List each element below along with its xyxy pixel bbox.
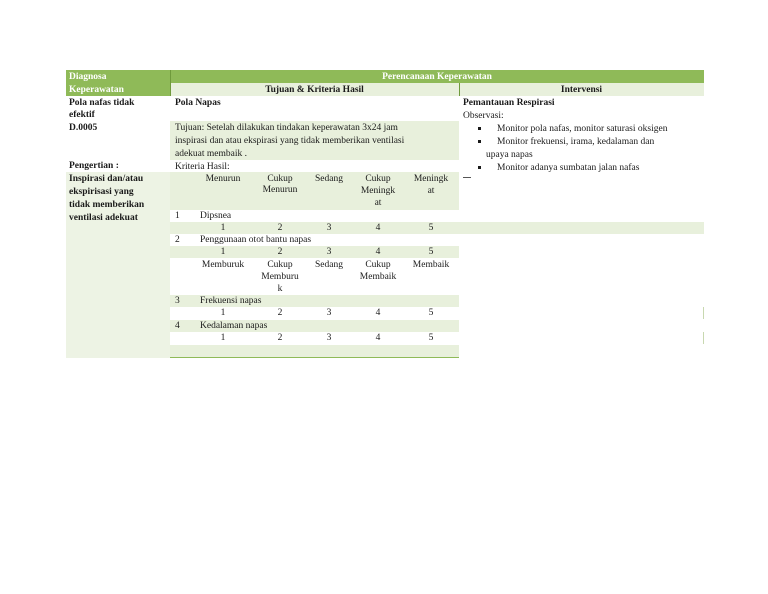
intervensi-observasi-label: Observasi: bbox=[463, 111, 504, 121]
scale-cukup-memburuk: k bbox=[277, 284, 283, 294]
header-diagnosa-line2: Keperawatan bbox=[69, 85, 124, 95]
criteria-no: 3 bbox=[175, 296, 180, 306]
table-bottom-band bbox=[170, 345, 459, 357]
intervensi-item: Monitor frekuensi, irama, kedalaman dan bbox=[497, 137, 655, 147]
right-tick bbox=[703, 307, 704, 319]
scale-cukup-meningkat: Meningk bbox=[360, 186, 396, 196]
score-value: 5 bbox=[428, 308, 434, 318]
scale-sedang: Sedang bbox=[315, 260, 343, 270]
score-value: 1 bbox=[220, 223, 226, 233]
diagnosa-definition-line: tidak memberikan bbox=[69, 200, 145, 210]
score-value: 1 bbox=[220, 333, 226, 343]
right-tick bbox=[703, 332, 704, 344]
criteria-label: Kedalaman napas bbox=[200, 321, 268, 331]
scale-cukup-memburuk: Cukup bbox=[267, 260, 293, 270]
score-value: 4 bbox=[375, 223, 381, 233]
kriteria-hasil-label: Kriteria Hasil: bbox=[175, 162, 230, 172]
intervensi-heading: Pemantauan Respirasi bbox=[463, 98, 555, 108]
score-value: 4 bbox=[375, 333, 381, 343]
criteria-label: Frekuensi napas bbox=[200, 296, 262, 306]
scale-memburuk: Memburuk bbox=[201, 260, 245, 270]
scale-cukup-meningkat: at bbox=[374, 198, 382, 208]
score-value: 2 bbox=[277, 333, 283, 343]
intervensi-item-continuation: upaya napas bbox=[486, 150, 533, 160]
header-intervensi: Intervensi bbox=[560, 85, 603, 95]
criteria-no: 1 bbox=[175, 211, 180, 221]
criteria-no: 2 bbox=[175, 235, 180, 245]
score-value: 4 bbox=[375, 308, 381, 318]
intervensi-item: Monitor pola nafas, monitor saturasi oksigen bbox=[497, 124, 668, 134]
scale-membaik: Membaik bbox=[412, 260, 450, 270]
scale-cukup-memburuk: Memburu bbox=[261, 272, 299, 282]
bullet-icon bbox=[478, 166, 481, 169]
scale-sedang: Sedang bbox=[315, 174, 343, 184]
score-value: 3 bbox=[326, 247, 332, 257]
tujuan-line: Tujuan: Setelah dilakukan tindakan keperawatan 3x24 jam bbox=[175, 123, 398, 133]
diagnosa-definition-line: ventilasi adekuat bbox=[69, 213, 138, 223]
score-value: 2 bbox=[277, 247, 283, 257]
scale-menurun: Menurun bbox=[205, 174, 241, 184]
criteria-label: Dipsnea bbox=[200, 211, 232, 221]
score-value: 5 bbox=[428, 247, 434, 257]
header-diagnosa-line1: Diagnosa bbox=[69, 72, 107, 82]
scale-cukup-menurun: Cukup bbox=[267, 174, 293, 184]
diagnosa-title-line2: efektif bbox=[69, 110, 95, 120]
header-perencanaan: Perencanaan Keperawatan bbox=[382, 72, 492, 82]
tujuan-line: adekuat membaik . bbox=[175, 149, 248, 159]
diagnosa-definition-line: Inspirasi dan/atau bbox=[69, 174, 144, 184]
tujuan-line: inspirasi dan atau ekspirasi yang tidak memberikan ventilasi bbox=[175, 136, 405, 146]
criteria-no: 4 bbox=[175, 321, 180, 331]
scale-cukup-membaik: Cukup bbox=[365, 260, 391, 270]
score-value: 3 bbox=[326, 308, 332, 318]
score-value: 2 bbox=[277, 308, 283, 318]
criteria-label: Penggunaan otot bantu napas bbox=[200, 235, 312, 245]
table-bottom-rule bbox=[170, 357, 459, 358]
intervensi-dash bbox=[463, 177, 471, 178]
bullet-icon bbox=[478, 140, 481, 143]
header-tujuan-kriteria: Tujuan & Kriteria Hasil bbox=[265, 85, 364, 95]
diagnosa-definition-line: ekspirisasi yang bbox=[69, 187, 134, 197]
score-value: 3 bbox=[326, 333, 332, 343]
score-value: 4 bbox=[375, 247, 381, 257]
diagnosa-code: D.0005 bbox=[69, 123, 98, 133]
scale-cukup-meningkat: Cukup bbox=[365, 174, 391, 184]
score-value: 2 bbox=[277, 223, 283, 233]
scale-meningkat: at bbox=[427, 186, 435, 196]
scale-cukup-menurun: Menurun bbox=[262, 185, 298, 195]
score-value: 5 bbox=[428, 223, 434, 233]
scale-cukup-membaik: Membaik bbox=[359, 272, 397, 282]
scale-meningkat: Meningk bbox=[413, 174, 449, 184]
diagnosa-pengertian-label: Pengertian : bbox=[69, 161, 119, 171]
score-value: 1 bbox=[220, 308, 226, 318]
tujuan-heading: Pola Napas bbox=[175, 98, 221, 108]
score-value: 1 bbox=[220, 247, 226, 257]
diagnosa-title-line1: Pola nafas tidak bbox=[69, 98, 135, 108]
score-value: 3 bbox=[326, 223, 332, 233]
intervensi-item: Monitor adanya sumbatan jalan nafas bbox=[497, 163, 640, 173]
score-value: 5 bbox=[428, 333, 434, 343]
bullet-icon bbox=[478, 127, 481, 130]
